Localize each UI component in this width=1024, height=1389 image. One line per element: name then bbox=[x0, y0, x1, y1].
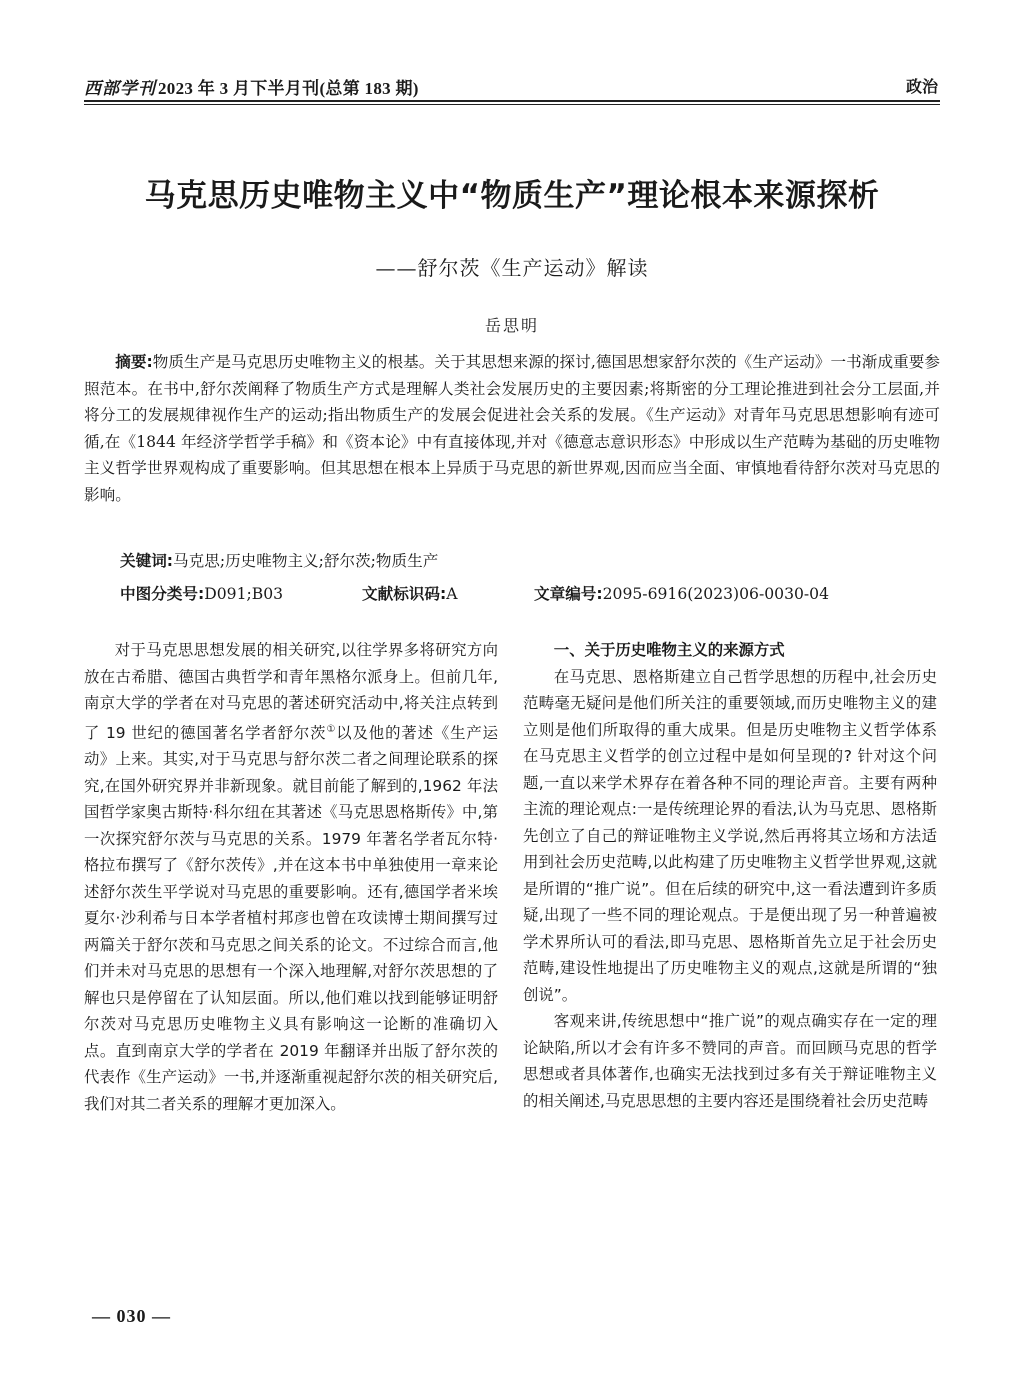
author-name: 岳思明 bbox=[484, 316, 539, 335]
article-label: 文章编号: bbox=[534, 585, 603, 603]
section-heading: 一、关于历史唯物主义的来源方式 bbox=[553, 641, 785, 659]
paragraph-text: 以及他的著述《生产运动》上来。其实,对于马克思与舒尔茨二者之间理论联系的探究,在国外研究界并非新现象。就目前能了解到的,1962 年法国哲学家奥古斯特·科尔纽在其著述《马克思恩格斯传》中,第一次探究舒尔茨与马克思的关系。1979 年著名学者瓦尔特·格拉布撰写了《舒尔茨传》,并在这本书中单独使用一章来论述舒尔茨生平学说对马克思的重要影响。还有,德国学者米埃夏尔·沙利希与日本学者植村邦彦也曾在攻读博士期间撰写过两篇关于舒尔茨和马克思之间关系的论文。不过综合而言,他们并未对马克思的思想有一个深入地理解,对舒尔茨思想的了解也只是停留在了认知层面。所以,他们难以找到能够证明舒尔茨对马克思历史唯物主义具有影响这一论断的准确切入点。直到南京大学的学者在 2019 年翻译并出版了舒尔茨的代表作《生产运动》一书,并逐渐重视起舒尔茨的相关研究后,我们对其二者关系的理解才更加深入。 bbox=[84, 723, 498, 1113]
keywords bbox=[120, 549, 438, 571]
header-left bbox=[84, 74, 419, 99]
clc-value: D091;B03 bbox=[204, 585, 284, 603]
footnote-marker[interactable]: ① bbox=[326, 723, 337, 735]
journal-logo: 西部学刊 bbox=[84, 79, 156, 98]
body-paragraph: 客观来讲,传统思想中“推广说”的观点确实存在一定的理论缺陷,所以才会有许多不赞同的声音。而回顾马克思的哲学思想或者具体著作,也确实无法找到过多有关于辩证唯物主义的相关阐述,马克思思想的主要内容还是围绕着社会历史范畴 bbox=[523, 1012, 937, 1110]
clc-code bbox=[120, 582, 362, 604]
body-paragraph bbox=[84, 637, 498, 1117]
article-value: 2095-6916(2023)06-0030-04 bbox=[602, 585, 830, 603]
keywords-text: 马克思;历史唯物主义;舒尔茨;物质生产 bbox=[173, 552, 439, 570]
doc-value: A bbox=[446, 585, 458, 603]
doc-code bbox=[362, 582, 534, 604]
keywords-label: 关键词: bbox=[120, 552, 174, 570]
abstract bbox=[84, 349, 940, 508]
section-name: 政治 bbox=[905, 77, 938, 96]
header-rule-thin bbox=[84, 104, 940, 105]
doc-label: 文献标识码: bbox=[362, 585, 447, 603]
article-title: 马克思历史唯物主义中“物质生产”理论根本来源探析 bbox=[144, 178, 880, 214]
abstract-text: 物质生产是马克思历史唯物主义的根基。关于其思想来源的探讨,德国思想家舒尔茨的《生产运动》一书渐成重要参照范本。在书中,舒尔茨阐释了物质生产方式是理解人类社会发展历史的主要因素;将斯密的分工理论推进到社会分工层面,并将分工的发展规律视作生产的运动;指出物质生产的发展会促进社会关系的发展。《生产运动》对青年马克思思想影响有迹可循,在《1844 年经济学哲学手稿》和《资本论》中有直接体现,并对《德意志意识形态》中形成以生产范畴为基础的历史唯物主义哲学世界观构成了重要影响。但其思想在根本上异质于马克思的新世界观,因而应当全面、审慎地看待舒尔茨对马克思的影响。 bbox=[84, 353, 940, 504]
issue-info: 2023 年 3 月下半月刊(总第 183 期) bbox=[158, 79, 419, 98]
body-column-left bbox=[84, 637, 498, 1117]
body-paragraph: 在马克思、恩格斯建立自己哲学思想的历程中,社会历史范畴毫无疑问是他们所关注的重要领域,而历史唯物主义的建立则是他们所取得的重大成果。但是历史唯物主义哲学体系在马克思主义哲学的创立过程中是如何呈现的? 针对这个问题,一直以来学术界存在着各种不同的理论声音。主要有两种主流的理论观点:一是传统理论界的看法,认为马克思、恩格斯先创立了自己的辩证唯物主义学说,然后再将其立场和方法适用到社会历史范畴,以此构建了历史唯物主义哲学世界观,这就是所谓的“推广说”。但在后续的研究中,这一看法遭到许多质疑,出现了一些不同的理论观点。于是便出现了另一种普遍被学术界所认可的看法,即马克思、恩格斯首先立足于社会历史范畴,建设性地提出了历史唯物主义的观点,这就是所谓的“独创说”。 bbox=[523, 667, 937, 1004]
body-column-right bbox=[523, 637, 937, 1114]
article-number bbox=[534, 582, 829, 604]
paragraph-text: 对于马克思思想发展的相关研究,以往学界多将研究方向放在古希腊、德国古典哲学和青年黑格尔派身上。但前几年,南京大学的学者在对马克思的著述研究活动中,将关注点转到了 19 世纪的德国著名学者舒尔茨 bbox=[84, 641, 498, 742]
page-number: — 030 — bbox=[92, 1306, 171, 1326]
header-rule bbox=[84, 100, 940, 102]
classification-line bbox=[120, 582, 940, 604]
article-subtitle: ——舒尔茨《生产运动》解读 bbox=[375, 256, 649, 280]
running-header bbox=[84, 72, 940, 98]
clc-label: 中图分类号: bbox=[120, 585, 205, 603]
abstract-label: 摘要: bbox=[115, 353, 153, 371]
